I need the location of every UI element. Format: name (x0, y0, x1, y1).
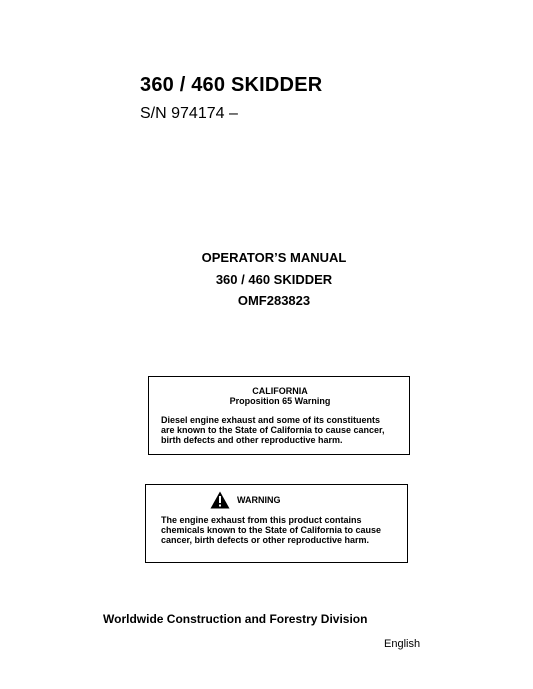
language-label: English (384, 638, 421, 650)
manual-heading: OPERATOR’S MANUAL (201, 250, 347, 265)
california-text-line: birth defects and other reproductive harm. (161, 435, 343, 445)
warning-text-line: cancer, birth defects or other reproductive harm. (161, 535, 370, 545)
warning-text-line: chemicals known to the State of California to cause (161, 525, 382, 535)
california-text-line: Diesel engine exhaust and some of its constituents (161, 415, 381, 425)
warning-triangle-icon (210, 491, 230, 509)
division-name: Worldwide Construction and Forestry Division (103, 612, 368, 626)
california-prop65-box (148, 376, 410, 455)
california-subheading: Proposition 65 Warning (229, 396, 331, 406)
warning-label: WARNING (237, 495, 281, 505)
warning-text-line: The engine exhaust from this product contains (161, 515, 362, 525)
serial-number: S/N 974174 – (140, 105, 238, 122)
manual-number: OMF283823 (237, 293, 311, 308)
manual-model: 360 / 460 SKIDDER (215, 272, 333, 287)
document-title: 360 / 460 SKIDDER (140, 74, 323, 96)
warning-box (145, 484, 408, 563)
california-text-line: are known to the State of California to cause cancer, (161, 425, 385, 435)
california-heading: CALIFORNIA (252, 386, 308, 396)
